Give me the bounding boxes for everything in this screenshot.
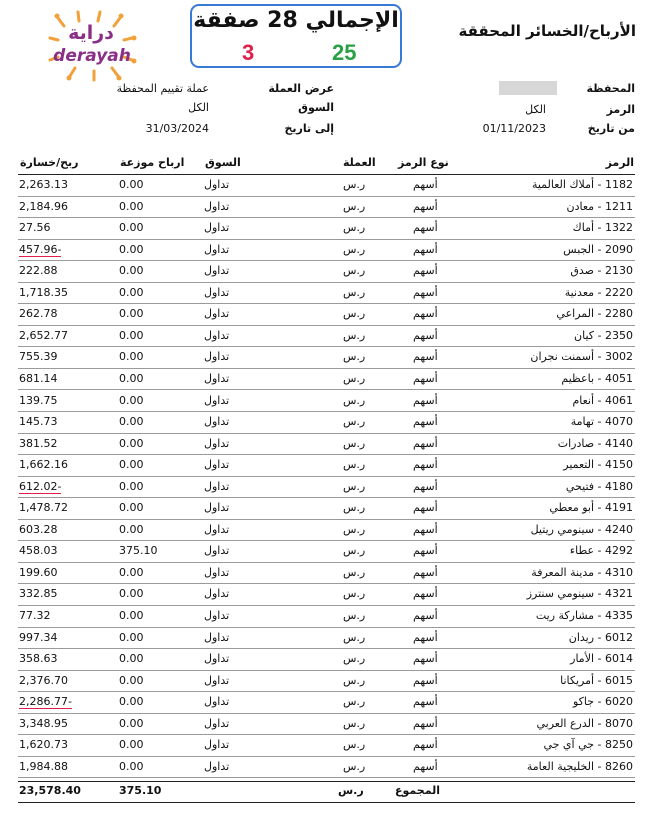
portfolio-value-redacted [499,81,557,95]
profit-loss-cell: 457.96- [19,242,62,256]
currency-cell: ر.س [343,522,366,536]
symbol-type-cell: أسهم [413,630,438,644]
col-header-type: نوع الرمز [398,156,449,169]
dividends-cell: 0.00 [119,328,144,342]
table-row [18,283,635,305]
dividends-cell: 0.00 [119,350,144,364]
symbol-cell: 6014 - الأمار [570,652,633,666]
market-cell: تداول [204,371,230,385]
profit-loss-cell: 332.85 [19,587,58,601]
totals-label: المجموع [395,784,440,797]
profit-loss-cell: 603.28 [19,522,58,536]
table-row [18,541,635,563]
from-date-value: 01/11/2023 [482,122,546,135]
symbol-type-cell: أسهم [413,415,438,429]
symbol-type-cell: أسهم [413,221,438,235]
table-row [18,175,635,197]
currency-cell: ر.س [343,285,366,299]
symbol-cell: 4191 - أبو معطي [549,501,633,515]
symbol-type-cell: أسهم [413,371,438,385]
dividends-cell: 375.10 [119,544,158,558]
profit-loss-cell: 612.02- [19,479,62,493]
market-cell: تداول [204,328,230,342]
symbol-cell: 4150 - التعمير [563,458,633,472]
currency-cell: ر.س [343,221,366,235]
currency-cell: ر.س [343,565,366,579]
symbol-cell: 2280 - المراعي [556,307,633,321]
dividends-cell: 0.00 [119,371,144,385]
symbol-cell: 4070 - تهامة [570,415,633,429]
currency-cell: ر.س [343,630,366,644]
table-row [18,347,635,369]
symbol-type-cell: أسهم [413,393,438,407]
symbol-cell: 2130 - صدق [570,264,633,278]
market-cell: تداول [204,716,230,730]
table-row [18,412,635,434]
dividends-cell: 0.00 [119,522,144,536]
market-cell: تداول [204,565,230,579]
symbol-type-cell: أسهم [413,609,438,622]
symbol-type-cell: أسهم [413,178,438,191]
symbol-cell: 3002 - أسمنت نجران [530,350,633,364]
dividends-cell: 0.00 [119,415,144,429]
profit-loss-cell: 755.39 [19,350,58,364]
profit-loss-cell: 145.73 [19,415,58,429]
symbol-cell: 4335 - مشاركة ريت [535,609,633,622]
profit-loss-cell: 262.78 [19,307,58,321]
currency-cell: ر.س [343,328,366,342]
symbol-cell: 4292 - عطاء [569,544,633,558]
dividends-cell: 0.00 [119,565,144,579]
currency-cell: ر.س [343,371,366,385]
dividends-cell: 0.00 [119,242,144,256]
table-row [18,477,635,499]
symbol-type-cell: أسهم [413,652,438,666]
market-label: السوق [298,101,334,114]
market-cell: تداول [204,285,230,299]
dividends-cell: 0.00 [119,436,144,450]
profit-loss-cell: 139.75 [19,393,58,407]
profit-loss-cell: 2,376.70 [19,673,68,687]
dividends-cell: 0.00 [119,501,144,515]
table-row [18,261,635,283]
market-cell: تداول [204,264,230,278]
derayah-logo [48,10,148,82]
symbol-type-cell: أسهم [413,522,438,536]
symbol-type-cell: أسهم [413,759,438,773]
table-row [18,649,635,671]
profit-loss-cell: 458.03 [19,544,58,558]
symbol-cell: 6015 - أمريكانا [560,673,633,687]
currency-cell: ر.س [343,652,366,666]
currency-cell: ر.س [343,544,366,558]
market-cell: تداول [204,178,230,191]
currency-cell: ر.س [343,458,366,472]
dividends-cell: 0.00 [119,199,144,213]
dividends-cell: 0.00 [119,264,144,278]
totals-bottom-rule [18,802,635,803]
symbol-type-cell: أسهم [413,328,438,342]
symbol-cell: 4321 - سينومي سنترز [526,587,633,601]
table-row [18,434,635,456]
symbol-type-cell: أسهم [413,565,438,579]
dividends-cell: 0.00 [119,221,144,235]
dividends-cell: 0.00 [119,630,144,644]
profit-loss-cell: 27.56 [19,221,51,235]
profit-loss-cell: 3,348.95 [19,716,68,730]
to-date-value: 31/03/2024 [145,122,209,135]
col-header-currency: العملة [343,156,376,169]
dividends-cell: 0.00 [119,393,144,407]
profit-loss-cell: 1,662.16 [19,458,68,472]
table-row [18,671,635,693]
symbol-value: الكل [525,103,546,116]
table-row [18,455,635,477]
currency-cell: ر.س [343,415,366,429]
currency-cell: ر.س [343,501,366,515]
symbol-cell: 1182 - أملاك العالمية [531,178,633,191]
table-row [18,757,635,779]
symbol-type-cell: أسهم [413,436,438,450]
symbol-cell: 4310 - مدينة المعرفة [531,565,633,579]
table-row [18,391,635,413]
dividends-cell: 0.00 [119,738,144,752]
col-header-dividends: ارباح موزعة [120,156,185,169]
table-row [18,218,635,240]
table-row [18,563,635,585]
dividends-cell: 0.00 [119,716,144,730]
market-cell: تداول [204,630,230,644]
table-row [18,520,635,542]
currency-cell: ر.س [343,759,366,773]
dividends-cell: 0.00 [119,587,144,601]
table-row [18,584,635,606]
table-row [18,735,635,757]
symbol-cell: 1211 - معادن [566,199,633,213]
symbol-type-cell: أسهم [413,307,438,321]
symbol-type-cell: أسهم [413,501,438,515]
dividends-cell: 0.00 [119,759,144,773]
market-cell: تداول [204,436,230,450]
profit-loss-cell: 2,286.77- [19,695,72,709]
table-row [18,369,635,391]
market-cell: تداول [204,544,230,558]
symbol-cell: 6020 - جاكو [572,695,633,709]
from-date-label: من تاريخ [587,122,635,135]
profit-loss-cell: 2,184.96 [19,199,68,213]
symbol-type-cell: أسهم [413,242,438,256]
symbol-cell: 6012 - ريدان [568,630,633,644]
profit-loss-cell: 381.52 [19,436,58,450]
dividends-cell: 0.00 [119,178,144,191]
currency-cell: ر.س [343,242,366,256]
symbol-type-cell: أسهم [413,716,438,730]
dividends-cell: 0.00 [119,479,144,493]
currency-cell: ر.س [343,716,366,730]
symbol-cell: 8260 - الخليجية العامة [526,759,633,773]
currency-cell: ر.س [343,178,366,191]
symbol-label: الرمز [606,103,635,116]
table-row [18,692,635,714]
totals-pl: 23,578.40 [19,784,81,797]
currency-cell: ر.س [343,436,366,450]
totals-dividends: 375.10 [119,784,162,797]
profit-loss-cell: 997.34 [19,630,58,644]
logo-arabic-text: دراية [68,22,114,44]
symbol-type-cell: أسهم [413,479,438,493]
symbol-type-cell: أسهم [413,544,438,558]
market-cell: تداول [204,759,230,773]
symbol-cell: 2350 - كيان [574,328,633,342]
total-trades-label: الإجمالي 28 صفقة [193,8,399,33]
symbol-cell: 4061 - أنعام [572,393,633,407]
currency-cell: ر.س [343,199,366,213]
symbol-cell: 2220 - معدنية [564,285,633,299]
market-cell: تداول [204,393,230,407]
portfolio-label: المحفظة [586,82,635,95]
market-cell: تداول [204,242,230,256]
symbol-type-cell: أسهم [413,350,438,364]
col-header-pl: ربح/خسارة [20,156,79,169]
currency-display-label: عرض العملة [268,82,334,95]
currency-cell: ر.س [343,738,366,752]
table-row [18,498,635,520]
symbol-type-cell: أسهم [413,199,438,213]
market-cell: تداول [204,458,230,472]
table-row [18,197,635,219]
table-row [18,304,635,326]
symbol-type-cell: أسهم [413,458,438,472]
market-cell: تداول [204,479,230,493]
currency-display-value: عملة تقييم المحفظة [116,82,209,95]
symbol-type-cell: أسهم [413,673,438,687]
table-row [18,628,635,650]
symbol-cell: 1322 - أماك [572,221,633,235]
dividends-cell: 0.00 [119,652,144,666]
table-row [18,326,635,348]
currency-cell: ر.س [343,673,366,687]
market-cell: تداول [204,522,230,536]
table-row [18,240,635,262]
dividends-cell: 0.00 [119,458,144,472]
report-title: الأرباح/الخسائر المحققة [458,22,636,40]
currency-cell: ر.س [343,307,366,321]
profit-loss-cell: 2,263.13 [19,178,68,191]
table-row [18,606,635,628]
col-header-symbol: الرمز [605,156,634,169]
profit-loss-cell: 681.14 [19,371,58,385]
market-cell: تداول [204,501,230,515]
currency-cell: ر.س [343,393,366,407]
symbol-type-cell: أسهم [413,285,438,299]
dividends-cell: 0.00 [119,695,144,709]
market-cell: تداول [204,609,230,622]
currency-cell: ر.س [343,479,366,493]
dividends-cell: 0.00 [119,673,144,687]
symbol-cell: 8250 - جي آي جي [543,738,633,752]
currency-cell: ر.س [343,264,366,278]
market-cell: تداول [204,415,230,429]
symbol-type-cell: أسهم [413,738,438,752]
profit-loss-cell: 358.63 [19,652,58,666]
profit-loss-cell: 1,478.72 [19,501,68,515]
market-cell: تداول [204,695,230,709]
currency-cell: ر.س [343,695,366,709]
profit-loss-cell: 1,718.35 [19,285,68,299]
trades-summary-box [190,4,402,68]
symbol-cell: 4180 - فتيحي [565,479,633,493]
symbol-type-cell: أسهم [413,695,438,709]
market-cell: تداول [204,350,230,364]
market-cell: تداول [204,199,230,213]
currency-cell: ر.س [343,609,366,622]
market-cell: تداول [204,307,230,321]
profit-loss-cell: 199.60 [19,565,58,579]
dividends-cell: 0.00 [119,609,144,622]
profit-loss-cell: 1,620.73 [19,738,68,752]
profit-loss-cell: 1,984.88 [19,759,68,773]
market-cell: تداول [204,221,230,235]
totals-currency: ر.س [338,784,364,797]
market-cell: تداول [204,587,230,601]
symbol-cell: 4051 - باعظيم [561,371,633,385]
profit-loss-cell: 222.88 [19,264,58,278]
symbol-type-cell: أسهم [413,264,438,278]
winning-trades-count: 25 [332,40,357,65]
profit-loss-cell: 77.32 [19,609,51,622]
profit-loss-cell: 2,652.77 [19,328,68,342]
market-cell: تداول [204,673,230,687]
symbol-cell: 2090 - الجبس [563,242,633,256]
symbol-type-cell: أسهم [413,587,438,601]
currency-cell: ر.س [343,350,366,364]
col-header-market: السوق [205,156,241,169]
table-row [18,714,635,736]
market-cell: تداول [204,738,230,752]
market-cell: تداول [204,652,230,666]
logo-english-text: derayah [53,46,131,66]
symbol-cell: 4240 - سينومي ريتيل [530,522,633,536]
currency-cell: ر.س [343,587,366,601]
to-date-label: إلى تاريخ [284,122,334,135]
losing-trades-count: 3 [242,40,255,65]
totals-row [18,782,635,800]
dividends-cell: 0.00 [119,285,144,299]
dividends-cell: 0.00 [119,307,144,321]
market-value: الكل [188,101,209,114]
symbol-cell: 4140 - صادرات [557,436,633,450]
symbol-cell: 8070 - الدرع العربي [536,716,633,730]
